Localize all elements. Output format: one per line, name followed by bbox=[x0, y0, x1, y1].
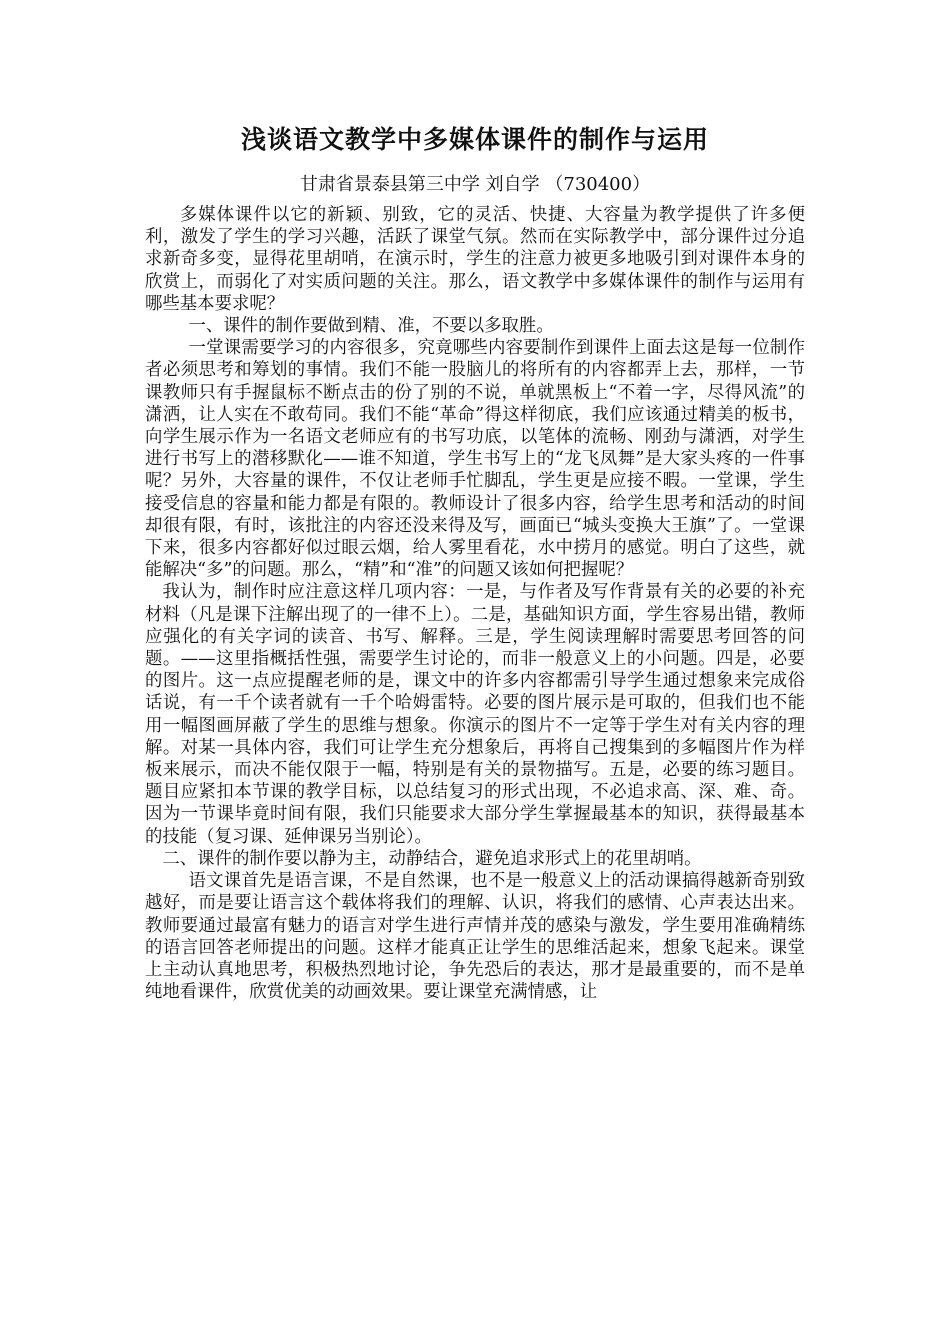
document-title: 浅谈语文教学中多媒体课件的制作与运用 bbox=[240, 125, 709, 154]
section-heading-2: 二、课件的制作要以静为主，动静结合，避免追求形式上的花里胡哨。 bbox=[162, 848, 702, 869]
document-body bbox=[145, 204, 805, 1003]
body-paragraph: 一堂课需要学习的内容很多，究竟哪些内容要制作到课件上面去这是每一位制作者必须思考和筹划的事情。我们不能一股脑儿的将所有的内容都弄上去，那样，一节课教师只有手握鼠标不断点击的份了别的不说，单就黑板上“不着一字，尽得风流”的潇洒，让人实在不敢苟同。我们不能“革命”得这样彻底，我们应该通过精美的板书，向学生展示作为一名语文老师应有的书写功底，以笔体的流畅、刚劲与潇洒，对学生进行书写上的潜移默化——谁不知道，学生书写上的“龙飞凤舞”是大家头疼的一件事呢？另外，大容量的课件，不仅让老师手忙脚乱，学生更是应接不暇。一堂课，学生接受信息的容量和能力都是有限的。教师设计了很多内容，给学生思考和活动的时间却很有限，有时，该批注的内容还没来得及写，画面已“城头变换大王旗”了。一堂课下来，很多内容都好似过眼云烟，给人雾里看花，水中捞月的感觉。明白了这些，就能解决“多”的问题。那么，“精”和“准”的问题又该如何把握呢？ bbox=[145, 338, 805, 581]
author-byline: 甘肃省景泰县第三中学 刘自学 （730400） bbox=[299, 174, 651, 195]
body-paragraph: 语文课首先是语言课，不是自然课，也不是一般意义上的活动课搞得越新奇别致越好，而是要让语言这个载体将我们的理解、认识，将我们的感情、心声表达出来。教师要通过最富有魅力的语言对学生进行声情并茂的感染与激发，学生要用准确精练的语言回答老师提出的问题。这样才能真正让学生的思维活起来，想象飞起来。课堂上主动认真地思考，积极热烈地讨论，争先恐后的表达，那才是最重要的，而不是单纯地看课件，欣赏优美的动画效果。要让课堂充满情感，让 bbox=[145, 871, 805, 1003]
section-heading-1: 一、课件的制作要做到精、准，不要以多取胜。 bbox=[188, 316, 554, 337]
body-paragraph: 我认为，制作时应注意这样几项内容：一是，与作者及写作背景有关的必要的补充材料（凡是课下注解出现了的一律不上）。二是，基础知识方面，学生容易出错，教师应强化的有关字词的读音、书写、解释。三是，学生阅读理解时需要思考回答的问题。——这里指概括性强，需要学生讨论的，而非一般意义上的小问题。四是，必要的图片。这一点应提醒老师的是，课文中的许多内容都需引导学生通过想象来完成俗话说，有一千个读者就有一千个哈姆雷特。必要的图片展示是可取的，但我们也不能用一幅图画屏蔽了学生的思维与想象。你演示的图片不一定等于学生对有关内容的理解。对某一具体内容，我们可让学生充分想象后，再将自己搜集到的多幅图片作为样板来展示，而决不能仅限于一幅，特别是有关的景物描写。五是，必要的练习题目。题目应紧扣本节课的教学目标，以总结复习的形式出现，不必追求高、深、难、奇。因为一节课毕竟时间有限，我们只能要求大部分学生掌握最基本的知识，获得最基本的技能（复习课、延伸课另当别论）。 bbox=[145, 582, 805, 847]
body-paragraph-intro: 多媒体课件以它的新颖、别致，它的灵活、快捷、大容量为教学提供了许多便利，激发了学生的学习兴趣，活跃了课堂气氛。然而在实际教学中，部分课件过分追求新奇多变，显得花里胡哨，在演示时，学生的注意力被更多地吸引到对课件本身的欣赏上，而弱化了对实质问题的关注。那么，语文教学中多媒体课件的制作与运用有哪些基本要求呢？ bbox=[145, 205, 805, 314]
